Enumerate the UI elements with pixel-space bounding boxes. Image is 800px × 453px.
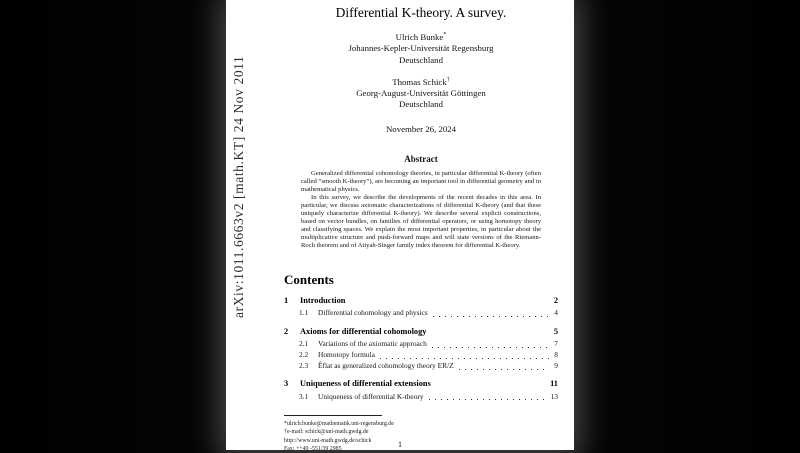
toc-entry	[284, 378, 558, 391]
toc-entry	[284, 360, 558, 371]
toc-title: Homotopy formula	[318, 350, 375, 360]
toc-title: Axioms for differential cohomology	[300, 326, 427, 336]
toc-title: Introduction	[300, 295, 346, 305]
abstract-heading: Abstract	[404, 153, 438, 164]
toc-title: Êflat as generalized cohomology theory ER/Z	[318, 361, 454, 371]
toc-number: 1	[284, 295, 289, 305]
author-block-1	[284, 32, 558, 66]
toc-entry	[284, 307, 558, 318]
toc-entry	[284, 349, 558, 360]
toc-title: Uniqueness of differential extensions	[300, 379, 431, 389]
toc-entry	[284, 338, 558, 349]
toc-dotted-leader	[380, 352, 549, 360]
toc-entry	[284, 326, 558, 339]
paper-content	[284, 0, 558, 453]
page-number: 1	[398, 440, 402, 449]
toc-title: Variations of the axiomatic approach	[318, 339, 427, 349]
paper-page	[226, 0, 574, 450]
abstract-paragraph: In this survey, we describe the developments of the recent decades in this area. In particular, we discuss axiomatic characterizations of differential K-theory (and that these uniquely characterize differential K-theory). We describe several explicit constructions, based on vector bundles, on families of differential operators, or using homotopy theory and classifying spaces. We explain the most important properties, in particular about the multiplicative structure and push-forward maps and will state versions of the Riemann-Roch theorem and of Atiyah-Singer family index theorem for differential K-theory.	[301, 193, 541, 249]
footnote-line: *ulrich.bunke@mathematik.uni-regensburg.de	[284, 421, 394, 428]
toc-leader	[436, 383, 545, 391]
toc-number: 3.1	[299, 392, 309, 402]
toc-page-number: 11	[550, 379, 558, 389]
author-name	[284, 77, 558, 88]
toc-title: Differential cohomology and physics	[318, 308, 428, 318]
toc-number: 2.3	[299, 361, 309, 371]
toc-page-number: 8	[554, 350, 558, 360]
toc-dotted-leader	[459, 363, 550, 371]
toc-leader	[350, 299, 548, 307]
toc-dotted-leader	[432, 341, 550, 349]
toc-title: Uniqueness of differential K-theory	[318, 392, 424, 402]
author-country: Deutschland	[399, 99, 443, 110]
author-affiliation: Georg-August-Universität Göttingen	[356, 88, 486, 98]
footnote-line: †e-mail: schick@uni-math.gwdg.de	[284, 429, 369, 436]
contents-heading: Contents	[284, 271, 334, 287]
toc-number: 2.2	[299, 350, 309, 360]
toc-page-number: 7	[554, 339, 558, 349]
author-name-text: Ulrich Bunke	[395, 32, 444, 42]
footnote-line: http://www.uni-math.gwdg.de/schick	[284, 437, 372, 444]
toc-page-number: 5	[553, 326, 558, 336]
author-affiliation: Johannes-Kepler-Universität Regensburg	[348, 43, 494, 54]
paper-date: November 26, 2024	[385, 123, 457, 134]
toc-dotted-leader	[433, 311, 550, 319]
author-country: Deutschland	[399, 54, 443, 65]
paper-title: Differential K-theory. A survey.	[335, 5, 507, 20]
author-footnote-marker: *	[443, 32, 447, 39]
toc-page-number: 4	[554, 308, 558, 318]
toc-number: 3	[284, 379, 289, 389]
toc-leader	[431, 330, 548, 338]
toc-number: 2	[284, 326, 289, 336]
arxiv-identifier-stamp: arXiv:1011.6663v2 [math.KT] 24 Nov 2011	[231, 55, 246, 319]
table-of-contents	[284, 295, 558, 402]
toc-number: 1.1	[299, 308, 309, 318]
toc-page-number: 2	[553, 295, 558, 305]
abstract-section	[301, 154, 541, 250]
toc-page-number: 13	[550, 392, 558, 402]
author-name-text: Thomas Schick	[392, 76, 447, 87]
toc-dotted-leader	[429, 394, 546, 402]
abstract-paragraph: Generalized differential cohomology theories, in particular differential K-theory (often called “smooth K-theory”), are becoming an important tool in differential geometry and in mathematical physics.	[301, 169, 541, 193]
footnote-rule	[284, 415, 382, 416]
toc-number: 2.1	[299, 339, 309, 349]
author-block-2	[284, 77, 558, 111]
author-name	[284, 32, 558, 43]
footnote-line: Fax: ++49 -551/39 2985	[284, 445, 342, 452]
toc-entry	[284, 295, 558, 308]
toc-entry	[284, 391, 558, 402]
author-footnote-marker: †	[446, 76, 450, 83]
toc-page-number: 9	[554, 361, 558, 371]
